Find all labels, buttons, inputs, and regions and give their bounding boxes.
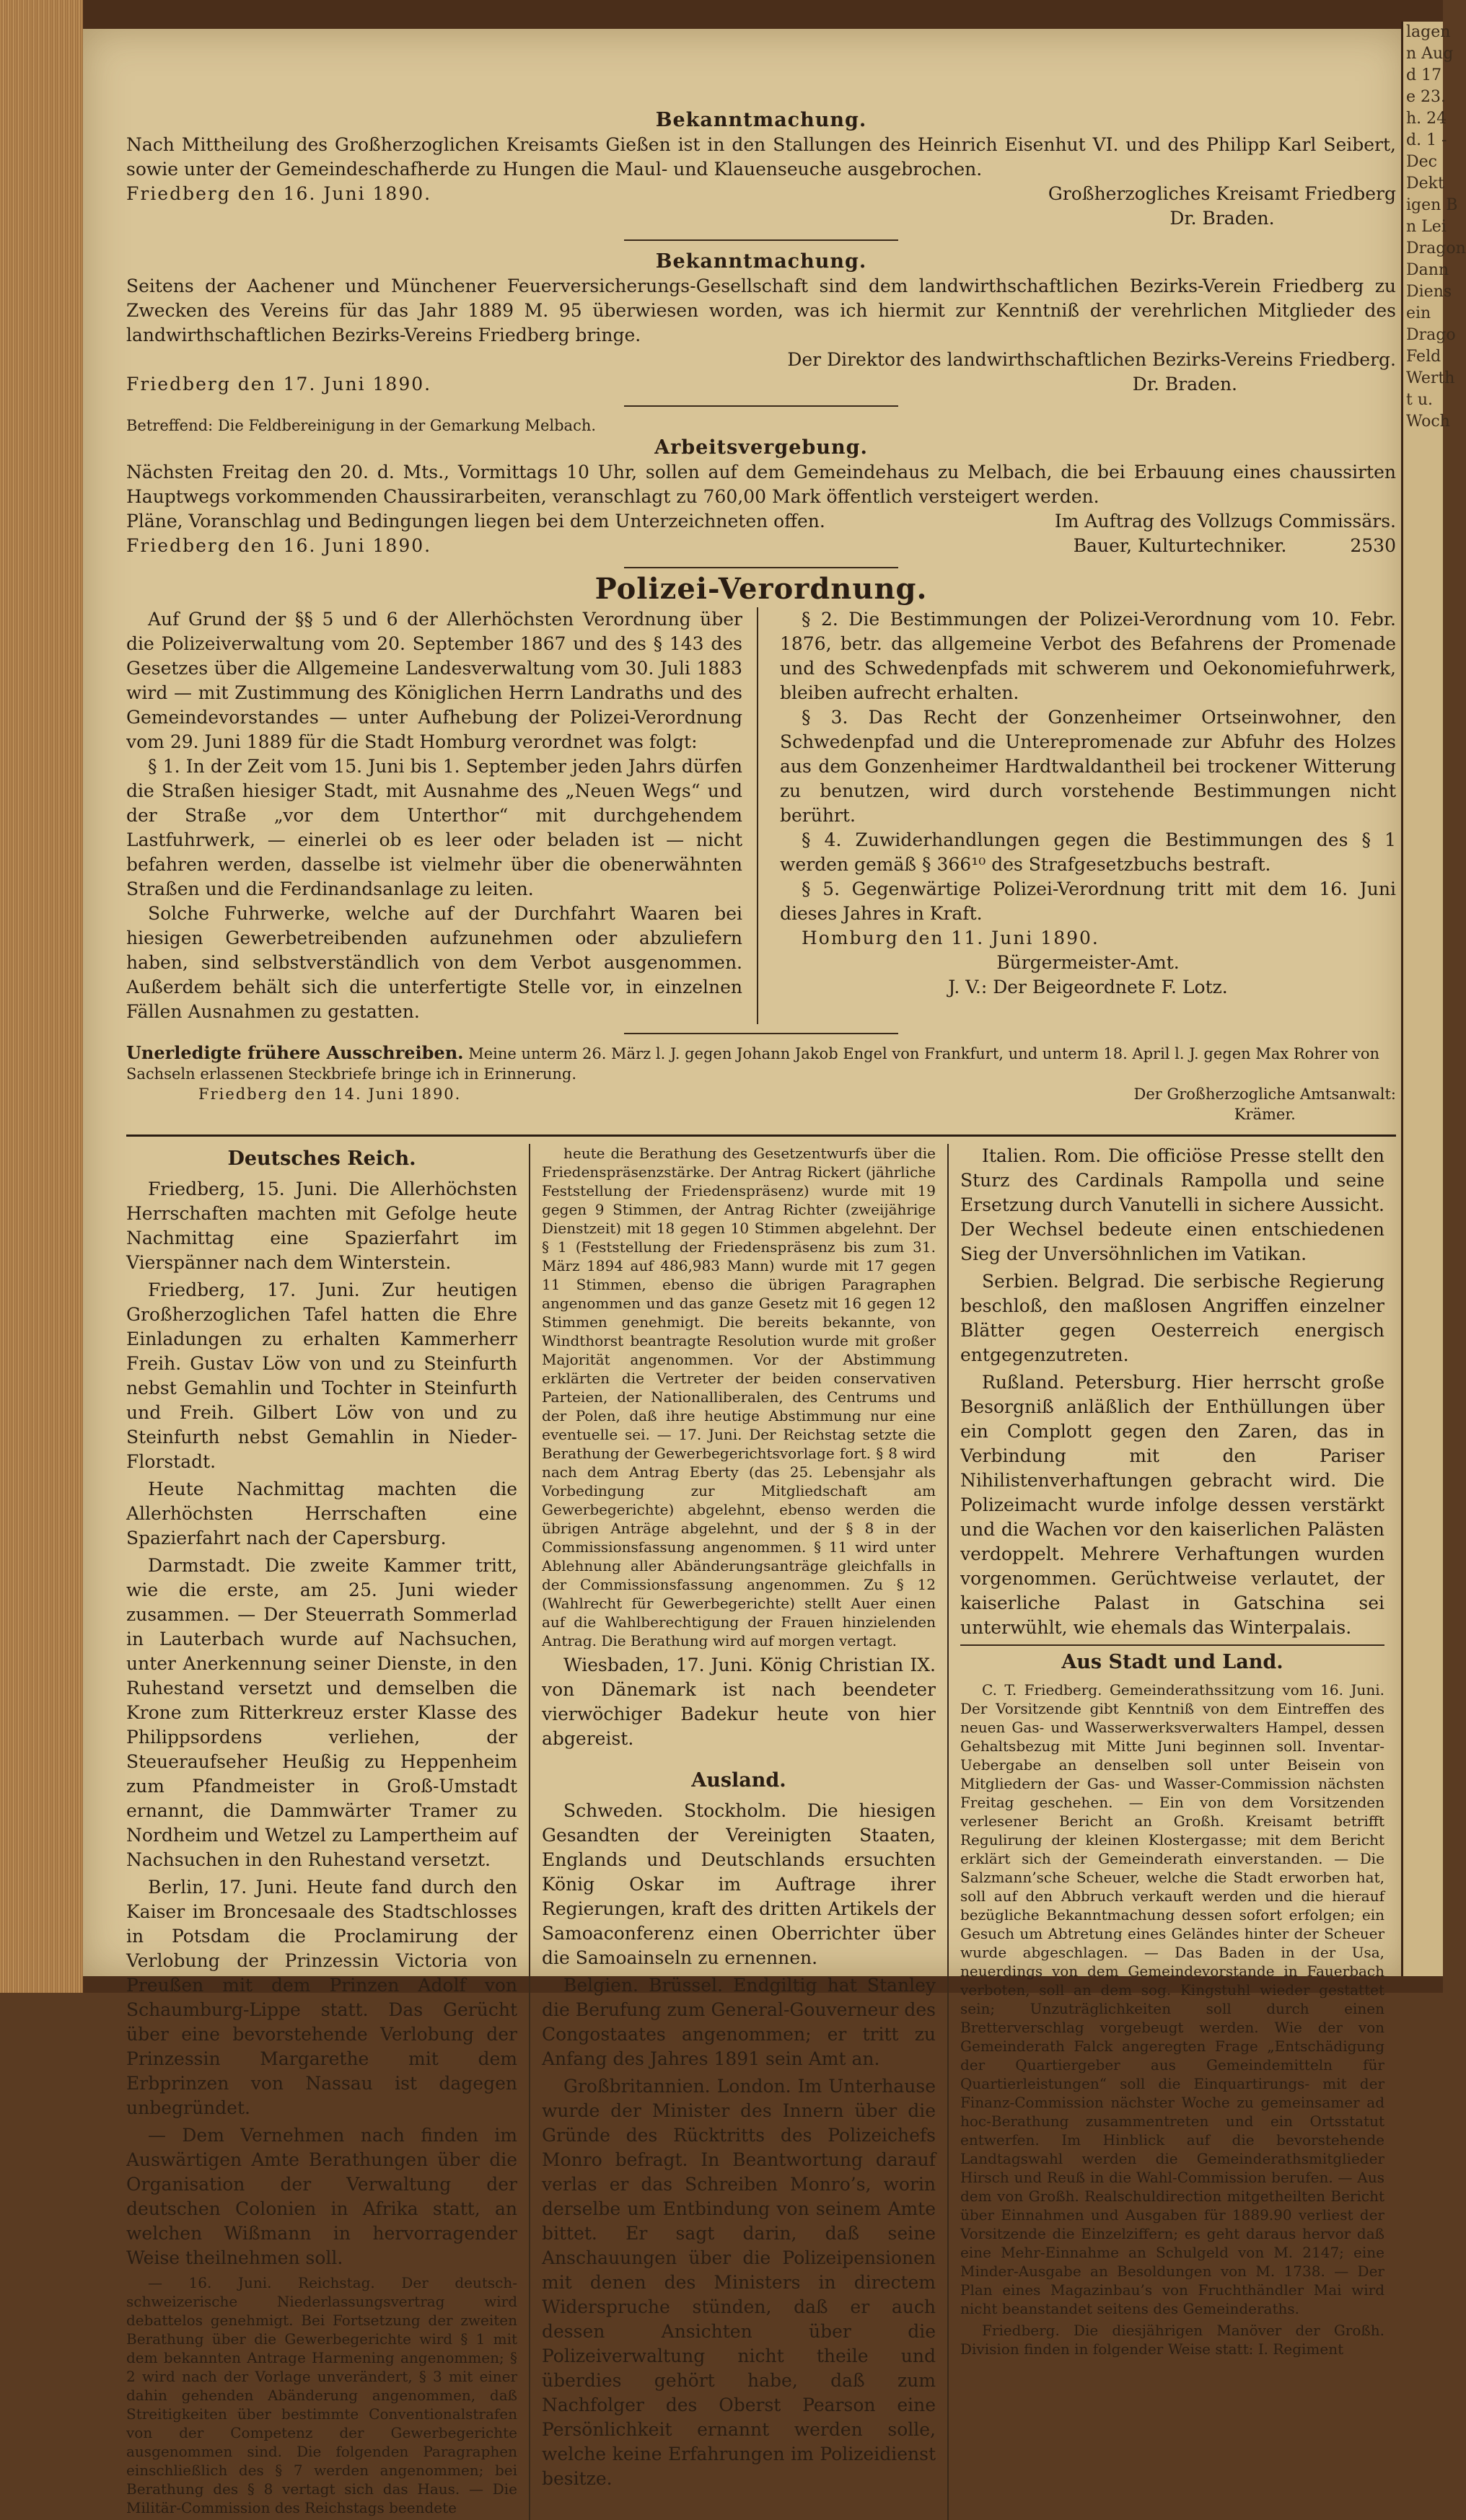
separator (624, 567, 898, 568)
notice-title: Bekanntmachung. (655, 250, 867, 273)
section-title-stadt: Aus Stadt und Land. (1061, 1651, 1283, 1673)
notice-place: Friedberg den 16. Juni 1890. (126, 535, 432, 556)
notice-title: Bekanntmachung. (655, 109, 867, 131)
strip-fragment: Dann (1406, 261, 1449, 279)
betreff-line: Betreffend: Die Feldbereinigung in der Gemarkung Melbach. (126, 417, 597, 434)
news-para: Friedberg, 15. Juni. Die Allerhöchsten Herrschaften machten mit Gefolge heute Nachmittag eine Spazierfahrt im Vierspänner nach dem Winterstein. (126, 1179, 517, 1273)
column-rule (960, 1644, 1384, 1646)
next-page-strip (1401, 22, 1466, 1976)
polizei-para: § 2. Die Bestimmungen der Polizei-Verordnung vom 10. Febr. 1876, betr. das allgemeine Verbot des Befahrens der Promenade und des Schwedenpfads mit schwerem und Oekonomiefuhrwerk, bleiben aufrecht erhalten. (780, 609, 1396, 703)
notice-1 (126, 108, 1396, 231)
news-small-para: Friedberg. Die diesjährigen Manöver der Großh. Division finden in folgender Weise statt: I. Regiment (960, 2322, 1384, 2358)
full-rule (126, 1135, 1396, 1137)
section-title-reich: Deutsches Reich. (227, 1147, 416, 1170)
notice-title: Arbeitsvergebung. (654, 436, 868, 459)
strip-fragment: lagen (1406, 23, 1451, 41)
strip-fragment: Dragon (1406, 239, 1466, 257)
strip-fragment: n Aug (1406, 45, 1454, 63)
news-small-para: — 16. Juni. Reichstag. Der deutsch-schweizerische Niederlassungsvertrag wird debattelos genehmigt. Bei Fortsetzung der zweiten Berathung über die Gewerbegerichte wird § 1 mit dem bekannten Antrage Harmening angenommen; § 2 wird nach der Vorlage unverändert, § 3 mit einer dahin gehenden Abänderung angenommen, daß Streitigkeiten über bestimmte Conventionalstrafen von der Competenz der Gewerbegerichte ausgenommen sind. Die folgenden Paragraphen einschließlich des § 7 werden angenommen; bei Berathung des § 8 vertagt sich das Haus. — Die Militär-Commission des Reichstags beendete (126, 2274, 517, 2516)
unerledigt-signer-name: Krämer. (1234, 1106, 1296, 1123)
polizei-para: § 5. Gegenwärtige Polizei-Verordnung tritt mit dem 16. Juni dieses Jahres in Kraft. (780, 878, 1396, 924)
notice-text: Nächsten Freitag den 20. d. Mts., Vormittags 10 Uhr, sollen auf dem Gemeindehaus zu Melbach, die bei Erbauung eines chaussirten Hauptwegs vorkommenden Chaussirarbeiten, veranschlagt zu 760,00 Mark öffentlich versteigert werden. (126, 462, 1396, 507)
news-para: — Dem Vernehmen nach finden im Auswärtigen Amte Berathungen über die Organisation der Verwaltung der deutschen Colonien in Afrika statt, an welchen Wißmann in hervorragender Weise theilnehmen soll. (126, 2125, 517, 2268)
polizei-para: Solche Fuhrwerke, welche auf der Durchfahrt Waaren bei hiesigen Gewerbetreibenden aufzunehmen oder abzuliefern haben, sind selbstverständlich von dem Verbot ausgenommen. Außerdem behält sich die unterfertigte Stelle vor, in einzelnen Fällen Ausnahmen zu gestatten. (126, 903, 742, 1022)
polizei-para: § 1. In der Zeit vom 15. Juni bis 1. September jeden Jahrs dürfen die Straßen hiesiger Stadt, mit Ausnahme des „Neuen Wegs“ und der Straße „vor dem Unterthor“ mit durchgehendem Lastfuhrwerk, — einerlei ob es leer oder beladen ist — nicht befahren werden, dasselbe ist vielmehr über die obenerwähnten Straßen und die Ferdinandsanlage zu leiten. (126, 756, 742, 899)
polizei-left-column (126, 607, 758, 1024)
column-2 (530, 1144, 949, 2520)
polizei-verordnung (126, 572, 1396, 1024)
notice-arbeitsvergebung (126, 415, 1396, 558)
strip-fragment: d 17 (1406, 66, 1442, 84)
strip-fragment: n Lei (1406, 218, 1447, 236)
news-para: Berlin, 17. Juni. Heute fand durch den Kaiser im Broncesaale des Stadtschlosses in Potsdam die Proclamirung der Verlobung der Prinzessin Victoria von Preußen mit dem Prinzen Adolf von Schaumburg-Lippe statt. Das Gerücht über eine bevorstehende Verlobung der Prinzessin Margarethe mit dem Erbprinzen von Nassau ist dagegen unbegründet. (126, 1877, 517, 2118)
notice-text: Nach Mittheilung des Großherzoglichen Kreisamts Gießen ist in den Stallungen des Heinrich Eisenhut VI. und des Philipp Karl Seibert, sowie unter der Gemeindeschafherde zu Hungen die Maul- und Klauenseuche ausgebrochen. (126, 134, 1396, 180)
page-content (126, 108, 1396, 2520)
section-title-ausland: Ausland. (691, 1769, 786, 1792)
strip-fragment: e 23. (1406, 88, 1446, 106)
notice-signer: Im Auftrag des Vollzugs Commissärs. (1054, 511, 1396, 532)
notice-place: Friedberg den 17. Juni 1890. (126, 374, 432, 395)
notice-number: 2530 (1350, 535, 1396, 556)
separator (624, 239, 898, 241)
polizei-title: Polizei-Verordnung. (594, 572, 928, 606)
strip-fragment: igen B (1406, 196, 1458, 214)
strip-fragment: Dekt (1406, 175, 1444, 193)
unerledigt-notice (126, 1043, 1396, 1124)
strip-fragment: t u. (1406, 391, 1433, 409)
strip-fragment: h. 24 (1406, 110, 1447, 128)
news-para: Belgien. Brüssel. Endgiltig hat Stanley die Berufung zum General-Gouverneur des Congostaates angenommen; er tritt zu Anfang des Jahres 1891 sein Amt an. (542, 1975, 936, 2069)
unerledigt-signer: Der Großherzogliche Amtsanwalt: (1133, 1085, 1396, 1103)
news-small-para: heute die Berathung des Gesetzentwurfs über die Friedenspräsenzstärke. Der Antrag Rickert (jährliche Feststellung der Friedenspräsenz) wurde mit 19 gegen 9 Stimmen, der Antrag Richter (zweijährige Dienstzeit) mit 18 gegen 10 Stimmen abgelehnt. Der § 1 (Feststellung der Friedenspräsenz bis zum 31. März 1894 auf 486,983 Mann) wurde mit 17 gegen 11 Stimmen, ebenso die übrigen Paragraphen angenommen und das ganze Gesetz mit 16 gegen 12 Stimmen genehmigt. Die bereits bekannte, von Windthorst beantragte Resolution wurde mit großer Majorität angenommen. Vor der Abstimmung erklärten die Vertreter der beiden conservativen Parteien, der Nationalliberalen, des Centrums und der Polen, daß ihre heutige Abstimmung nur eine eventuelle sei. — 17. Juni. Der Reichstag setzte die Berathung der Gewerbegerichtsvorlage fort. § 8 wird nach dem Antrag Eberty (das 25. Lebensjahr als Vorbedingung zur Mitgliedschaft am Gewerbegerichte) abgelehnt, ebenso werden die übrigen Anträge abgelehnt, und der § 8 in der Commissionsfassung angenommen. § 11 wird unter Ablehnung aller Abänderungsanträge gleichfalls in der Commissionsfassung angenommen. Zu § 12 (Wahlrecht für Gewerbegerichte) stellt Auer einen auf die Wahlberechtigung der Frauen hinzielenden Antrag. Die Berathung wird auf morgen vertagt. (542, 1145, 936, 1649)
notice-signer-name: Bauer, Kulturtechniker. (1073, 535, 1287, 556)
unerledigt-heading: Unerledigte frühere Ausschreiben. (126, 1042, 464, 1063)
separator (624, 405, 898, 407)
strip-fragment: Feld (1406, 348, 1441, 366)
news-para: Wiesbaden, 17. Juni. König Christian IX. von Dänemark ist nach beendeter vierwöchiger Badekur heute von hier abgereist. (542, 1655, 936, 1749)
news-para: Großbritannien. London. Im Unterhause wurde der Minister des Innern über die Gründe des Rücktritts des Polizeichefs Monro befragt. In Beantwortung darauf verlas er das Schreiben Monro’s, worin derselbe um Entbindung von seinem Amte bittet. Er sagt darin, daß seine Anschauungen über die Polizeipensionen mit denen des Ministers in directem Widerspruche stünden, daß er auch dessen Ansichten über die Polizeiverwaltung nicht theile und überdies gehört habe, daß zum Nachfolger des Oberst Pearson eine Persönlichkeit ernannt werden solle, welche keine Erfahrungen im Polizeidienst besitze. (542, 2076, 936, 2489)
strip-fragment: Drago (1406, 326, 1456, 344)
strip-fragment: Diens (1406, 283, 1452, 301)
notice-text: Seitens der Aachener und Münchener Feuerversicherungs-Gesellschaft sind dem landwirthschaftlichen Bezirks-Verein Friedberg zu Zwecken des Vereins für das Jahr 1889 M. 95 überwiesen worden, was ich hiermit zur Kenntniß der verehrlichen Mitglieder des landwirthschaftlichen Bezirks-Vereins Friedberg bringe. (126, 276, 1396, 345)
notice-text-2: Pläne, Voranschlag und Bedingungen liegen bei dem Unterzeichneten offen. (126, 511, 825, 532)
news-para: Italien. Rom. Die officiöse Presse stellt den Sturz des Cardinals Rampolla und seine Ersetzung durch Vanutelli in sichere Aussicht. Der Wechsel bedeute einen entschiedenen Sieg der Unversöhnlichen im Vatikan. (960, 1145, 1384, 1264)
strip-fragment: d. 1 - (1406, 131, 1447, 149)
unerledigt-place: Friedberg den 14. Juni 1890. (198, 1085, 462, 1103)
strip-fragment: ein (1406, 304, 1431, 322)
notice-signer-name: Dr. Braden. (1169, 208, 1275, 229)
polizei-para: § 4. Zuwiderhandlungen gegen die Bestimmungen des § 1 werden gemäß § 366¹⁰ des Strafgesetzbuchs bestraft. (780, 829, 1396, 875)
notice-signer-name: Dr. Braden. (1132, 374, 1237, 395)
strip-fragment: Dec (1406, 153, 1437, 171)
polizei-signer-name: J. V.: Der Beigeordnete F. Lotz. (948, 977, 1228, 997)
news-small-para: C. T. Friedberg. Gemeinderathssitzung vom 16. Juni. Der Vorsitzende gibt Kenntniß von dem Eintreffen des neuen Gas- und Wasserwerksverwalters Hampel, dessen Gehaltsbezug mit Mitte Juni beginnen soll. Inventar-Uebergabe an denselben soll unter Beisein von Mitgliedern der Gas- und Wasser-Commission nächsten Freitag geschehen. — Ein von dem Vorsitzenden verlesener Bericht an Großh. Kreisamt betrifft Regulirung der kleinen Klostergasse; mit dem Bericht erklärt sich der Gemeinderath einverstanden. — Die Salzmann’sche Scheuer, welche die Stadt erworben hat, soll auf den Abbruch verkauft werden und die hierauf bezügliche Bekanntmachung dessen sofort erfolgen; ein Gesuch um Abtretung eines Geländes hinter der Scheuer wurde abgeschlagen. — Das Baden in der Usa, neuerdings von dem Gemeindevorstande in Fauerbach verboten, soll an dem sog. Kingstuhl wieder gestattet sein; Unzuträglichkeiten soll durch einen Bretterverschlag vorgebeugt werden. Wie der von Gemeinderath Falck angeregten Frage „Entschädigung der Quartiergeber aus Gemeindemitteln für Quartierleistungen“ soll die Einquartirungs- mit der Finanz-Commission nächster Woche zu gemeinsamer ad hoc-Berathung zusammentreten und ein Ortsstatut entwerfen. Im Hinblick auf die bevorstehende Landtagswahl werden die Gemeinderathsmitglieder Hirsch und Reuß in die Wahl-Commission berufen. — Aus dem von Großh. Realschuldirection mitgetheilten Bericht über Einnahmen und Ausgaben für 1889.90 verliest der Vorsitzende die Einzelziffern; es geht daraus hervor daß eine Mehr-Einnahme an Schulgeld von M. 2147; eine Minder-Ausgabe an Besoldungen von M. 1738. — Der Plan eines Magazinbau’s von Fruchthändler Mai wird nicht beanstandet seitens des Gemeinderaths. (960, 1681, 1384, 2317)
news-para: Schweden. Stockholm. Die hiesigen Gesandten der Vereinigten Staaten, Englands und Deutschlands ersuchten König Oskar im Auftrage ihrer Regierungen, kraft des dritten Artikels der Samoaconferenz einen Oberrichter über die Samoainseln zu ernennen. (542, 1800, 936, 1968)
strip-fragment: Woch (1406, 413, 1450, 431)
polizei-para: § 3. Das Recht der Gonzenheimer Ortseinwohner, den Schwedenpfad und die Unterepromenade zur Abfuhr des Holzes aus dem Gonzenheimer Hardtwaldantheil bei trockener Witterung zu benutzen, wird durch vorstehende Bestimmungen nicht berührt. (780, 707, 1396, 826)
notice-place: Friedberg den 16. Juni 1890. (126, 183, 432, 204)
notice-signer: Der Direktor des landwirthschaftlichen Bezirks-Vereins Friedberg. (787, 349, 1396, 370)
news-columns (126, 1144, 1396, 2520)
strip-fragment: Werth (1406, 369, 1455, 387)
page-edge (0, 0, 83, 1993)
notice-signer: Großherzogliches Kreisamt Friedberg (1048, 183, 1396, 204)
polizei-para: Auf Grund der §§ 5 und 6 der Allerhöchsten Verordnung über die Polizeiverwaltung vom 20. September 1867 und des § 143 des Gesetzes über die Allgemeine Landesverwaltung vom 30. Juli 1883 wird — mit Zustimmung des Königlichen Herrn Landraths und des Gemeindevorstandes — unter Aufhebung der Polizei-Verordnung vom 29. Juni 1889 für die Stadt Homburg verordnet was folgt: (126, 609, 742, 752)
polizei-signer: Bürgermeister-Amt. (996, 952, 1180, 973)
unerledigt-text: Meine unterm 26. März l. J. gegen Johann Jakob Engel von Frankfurt, und unterm 18. April l. J. gegen Max Rohrer von Sachseln erlassenen Steckbriefe bringe ich in Erinnerung. (126, 1045, 1380, 1083)
news-para: Heute Nachmittag machten die Allerhöchsten Herrschaften eine Spazierfahrt nach der Capersburg. (126, 1479, 517, 1548)
news-para: Serbien. Belgrad. Die serbische Regierung beschloß, den maßlosen Angriffen einzelner Blätter gegen Oesterreich energisch entgegenzutreten. (960, 1271, 1384, 1365)
polizei-place: Homburg den 11. Juni 1890. (802, 928, 1100, 948)
news-para: Friedberg, 17. Juni. Zur heutigen Großherzoglichen Tafel hatten die Ehre Einladungen zu erhalten Kammerherr Freih. Gustav Löw von und zu Steinfurth nebst Gemahlin und Tochter in Steinfurth und Freih. Gilbert Löw von und zu Steinfurth nebst Gemahlin in Nieder-Florstadt. (126, 1279, 517, 1472)
separator (624, 1033, 898, 1034)
news-para: Darmstadt. Die zweite Kammer tritt, wie die erste, am 25. Juni wieder zusammen. — Der Steuerrath Sommerlad in Lauterbach wurde auf Nachsuchen, unter Anerkennung seiner Dienste, in den Ruhestand versetzt und demselben die Krone zum Ritterkreuz erster Klasse des Philippsordens verliehen, der Steueraufseher Heußig zu Heppenheim zum Pfandmeister in Groß-Umstadt ernannt, die Dammwärter Tramer zu Nordheim und Wetzel zu Lampertheim auf Nachsuchen in den Ruhestand versetzt. (126, 1555, 517, 1870)
notice-2 (126, 250, 1396, 397)
polizei-right-column (780, 607, 1396, 1024)
column-3 (949, 1144, 1396, 2520)
news-para: Rußland. Petersburg. Hier herrscht große Besorgniß anläßlich der Enthüllungen über ein Complott gegen den Zaren, das in Verbindung mit den Pariser Nihilistenverhaftungen gebracht wird. Die Polizeimacht wurde infolge dessen verstärkt und die Wachen vor den kaiserlichen Palästen verdoppelt. Mehrere Verhaftungen wurden vorgenommen. Gerüchtweise verlautet, der kaiserliche Palast in Gatschina sei unterwühlt, wie ehemals das Winterpalais. (960, 1372, 1384, 1638)
column-1 (126, 1144, 530, 2520)
